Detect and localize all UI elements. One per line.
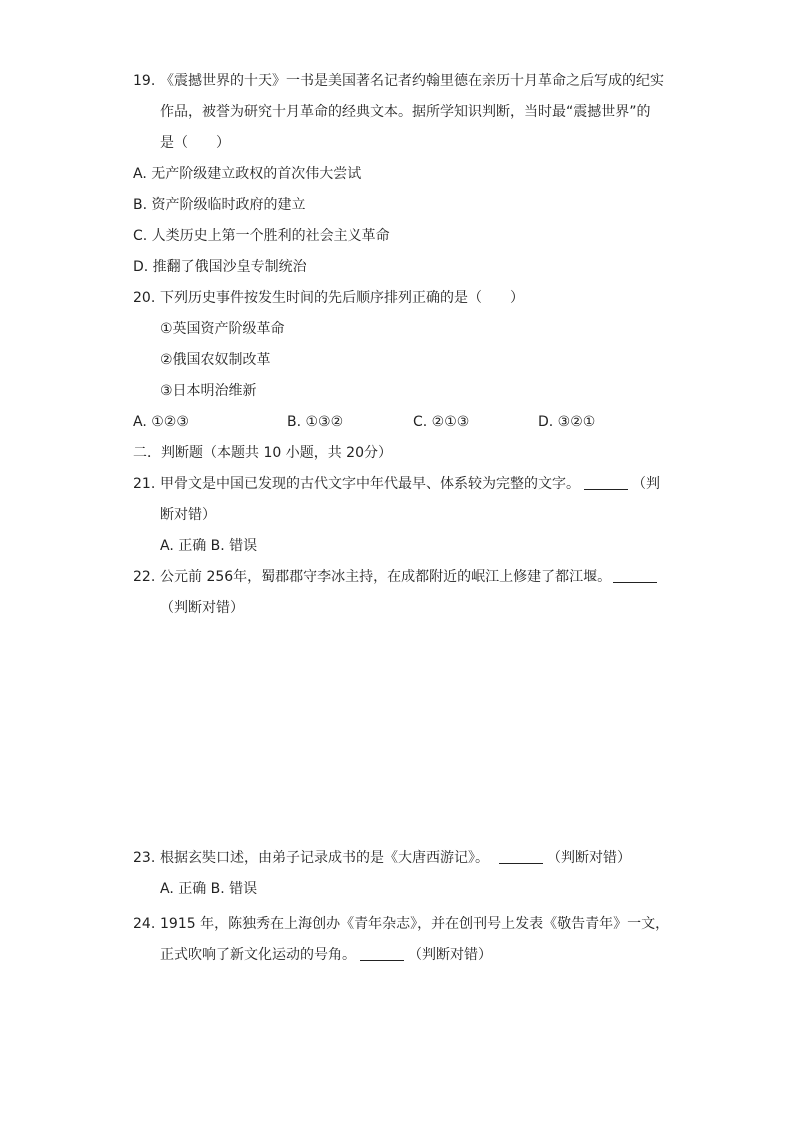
option-c: C. 人类历史上第一个胜利的社会主义革命 (133, 228, 390, 244)
option-d: D. 推翻了俄国沙皇专制统治 (133, 259, 307, 275)
answer-blank[interactable] (584, 475, 628, 490)
question-stem-text: 正式吹响了新文化运动的号角。 (160, 947, 356, 963)
judge-hint: （判断对错） (408, 947, 492, 963)
question-number: 19. (133, 73, 156, 89)
question-stem-text: 甲骨文是中国已发现的古代文字中年代最早、体系较为完整的文字。 (160, 476, 580, 492)
question-stem-line: 1915 年，陈独秀在上海创办《青年杂志》，并在创刊号上发表《敬告青年》一文， (160, 916, 670, 932)
question-number: 20. (133, 290, 156, 306)
section-heading: 二．判断题（本题共 10 小题，共 20分） (133, 445, 392, 461)
option-c: C. ②①③ (413, 414, 470, 430)
question-stem-line (160, 567, 661, 587)
option-d: D. ③②① (538, 414, 596, 430)
options-line: A. 正确 B. 错误 (160, 881, 258, 897)
options-line: A. 正确 B. 错误 (160, 538, 258, 554)
question-number: 22. (133, 569, 156, 585)
answer-blank[interactable] (613, 568, 657, 583)
event-item-3: ③日本明治维新 (160, 383, 257, 399)
option-b: B. 资产阶级临时政府的建立 (133, 197, 306, 213)
question-stem-line (160, 848, 631, 868)
event-item-2: ②俄国农奴制改革 (160, 352, 271, 368)
question-stem-line: 《震撼世界的十天》一书是美国著名记者约翰里德在亲历十月革命之后写成的纪实 (160, 73, 664, 89)
event-item-1: ①英国资产阶级革命 (160, 321, 285, 337)
question-stem-line (160, 474, 660, 494)
option-a: A. 无产阶级建立政权的首次伟大尝试 (133, 166, 362, 182)
question-stem-text: 公元前 256年，蜀郡郡守李冰主持，在成都附近的岷江上修建了都江堰。 (160, 569, 612, 585)
answer-blank[interactable] (499, 849, 543, 864)
answer-blank[interactable] (360, 946, 404, 961)
judge-hint: （判 (632, 476, 660, 492)
question-stem-line: 是（ ） (160, 135, 230, 151)
question-stem-text: 根据玄奘口述，由弟子记录成书的是《大唐西游记》。 (160, 850, 489, 866)
question-number: 24. (133, 916, 156, 932)
question-number: 21. (133, 476, 156, 492)
question-stem-line: 断对错） (160, 507, 216, 523)
question-number: 23. (133, 850, 156, 866)
question-stem-line (160, 945, 492, 965)
question-stem-line: 作品，被誉为研究十月革命的经典文本。据所学知识判断，当时最“震撼世界”的 (160, 104, 651, 120)
option-b: B. ①③② (287, 414, 344, 430)
option-a: A. ①②③ (133, 414, 189, 430)
judge-hint: （判断对错） (160, 600, 244, 616)
question-stem-line: 下列历史事件按发生时间的先后顺序排列正确的是（ ） (160, 290, 524, 306)
judge-hint: （判断对错） (547, 850, 631, 866)
